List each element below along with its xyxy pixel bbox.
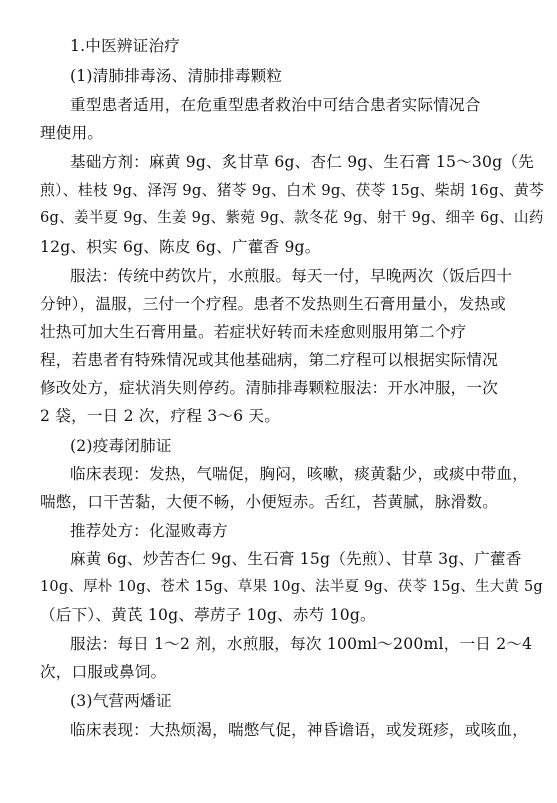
- subsection-heading: (3)气营两燔证: [70, 692, 172, 710]
- section-heading: 1.中医辨证治疗: [70, 37, 181, 55]
- paragraph-line: 2 袋，一日 2 次，疗程 3～6 天。: [40, 407, 281, 425]
- subsection-heading: (2)疫毒闭肺证: [70, 437, 172, 455]
- paragraph-line: 麻黄 6g、炒苦杏仁 9g、生石膏 15g（先煎）、甘草 3g、广藿香: [70, 550, 522, 568]
- paragraph-line: 喘憋，口干苦黏，大便不畅，小便短赤。舌红，苔黄腻，脉滑数。: [40, 493, 499, 511]
- paragraph-line: 修改处方，症状消失则停药。清肺排毒颗粒服法：开水冲服，一次: [40, 379, 499, 397]
- paragraph-line: 次，口服或鼻饲。: [40, 663, 167, 681]
- paragraph-line: 临床表现：发热，气喘促，胸闷，咳嗽，痰黄黏少，或痰中带血，: [70, 465, 529, 483]
- paragraph-line: 基础方剂：麻黄 9g、炙甘草 6g、杏仁 9g、生石膏 15～30g（先: [70, 153, 534, 171]
- paragraph-line: （后下）、黄芪 10g、葶苈子 10g、赤芍 10g。: [40, 606, 376, 624]
- paragraph-line: 壮热可加大生石膏用量。若症状好转而未痊愈则服用第二个疗: [40, 323, 467, 341]
- paragraph-line: 6g、姜半夏 9g、生姜 9g、紫菀 9g、款冬花 9g、射干 9g、细辛 6g、山药: [40, 209, 544, 226]
- paragraph-line: 服法：每日 1～2 剂，水煎服，每次 100ml～200ml，一日 2～4: [70, 635, 533, 653]
- subsection-heading: (1)清肺排毒汤、清肺排毒颗粒: [70, 67, 283, 85]
- paragraph-line: 服法：传统中药饮片，水煎服。每天一付，早晚两次（饭后四十: [70, 267, 513, 285]
- paragraph-line: 临床表现：大热烦渴，喘憋气促，神昏谵语，或发斑疹，或咳血，: [70, 721, 529, 739]
- paragraph-line: 12g、枳实 6g、陈皮 6g、广藿香 9g。: [40, 238, 321, 256]
- paragraph-line: 10g、厚朴 10g、苍术 15g、草果 10g、法半夏 9g、茯苓 15g、生大黄 5g: [40, 579, 543, 595]
- paragraph-line: 理使用。: [40, 124, 104, 142]
- paragraph-line: 分钟），温服，三付一个疗程。患者不发热则生石膏用量小，发热或: [40, 295, 507, 313]
- paragraph-line: 程，若患者有特殊情况或其他基础病，第二疗程可以根据实际情况: [40, 351, 499, 369]
- paragraph-line: 煎）、桂枝 9g、泽泻 9g、猪苓 9g、白术 9g、茯苓 15g、柴胡 16g、黄芩: [40, 181, 544, 199]
- paragraph-line: 推荐处方：化湿败毒方: [70, 522, 228, 540]
- paragraph-line: 重型患者适用，在危重型患者救治中可结合患者实际情况合: [70, 96, 481, 114]
